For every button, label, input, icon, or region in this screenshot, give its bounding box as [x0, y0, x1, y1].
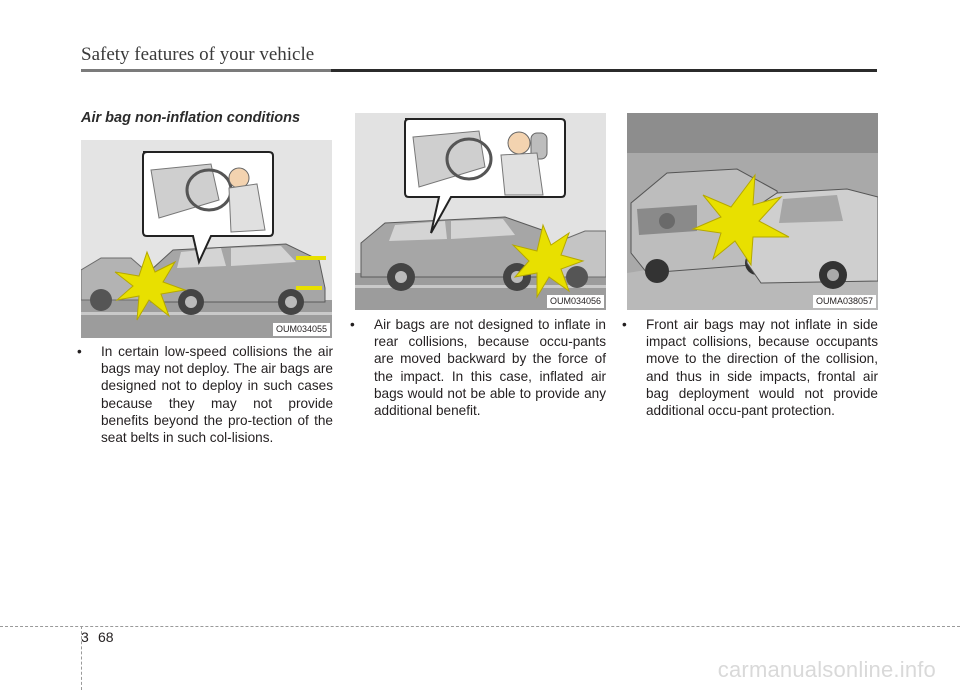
- section-heading: Air bag non-inflation conditions: [81, 110, 301, 126]
- header-rule-accent: [81, 69, 331, 72]
- watermark-text: carmanualsonline.info: [717, 657, 936, 682]
- bullet-icon: •: [350, 317, 355, 332]
- bullet-paragraph: [622, 316, 878, 419]
- column-3-text: [622, 316, 878, 419]
- illustration-rear-collision: [355, 113, 606, 310]
- figure-rear-collision: [355, 113, 606, 310]
- figure-code-label: OUM034055: [273, 323, 330, 336]
- page-number: 68: [98, 629, 114, 645]
- column-1-text: [77, 343, 333, 446]
- figure-code-label: OUM034056: [547, 295, 604, 308]
- bullet-icon: •: [77, 344, 82, 359]
- figure-code-label: OUMA038057: [813, 295, 876, 308]
- footer-dashed-rule: [0, 626, 960, 627]
- illustration-low-speed-collision: [81, 140, 332, 338]
- chapter-number: 3: [81, 629, 89, 645]
- figure-low-speed-collision: [81, 140, 332, 338]
- bullet-icon: •: [622, 317, 627, 332]
- paragraph-text: In certain low-speed collisions the air bags may not deploy. The air bags are designed not to deploy in such cases because they may not provide benefits beyond the pro-tection of the seat belts in such col-lisions.: [101, 344, 333, 446]
- paragraph-text: Air bags are not designed to inflate in rear collisions, because occu-pants are moved backward by the force of the impact. In this case, inflated air bags would not be able to provide any additional benefit.: [374, 317, 606, 419]
- illustration-side-collision: [627, 113, 878, 310]
- figure-side-collision: [627, 113, 878, 310]
- column-2-text: [350, 316, 606, 419]
- page-header-title: Safety features of your vehicle: [81, 44, 315, 65]
- bullet-paragraph: [350, 316, 606, 419]
- paragraph-text: Front air bags may not inflate in side impact collisions, because occupants move to the direction of the collision, and thus in side impacts, frontal air bag deployment would not provide additional occu-pant protection.: [646, 317, 878, 419]
- bullet-paragraph: [77, 343, 333, 446]
